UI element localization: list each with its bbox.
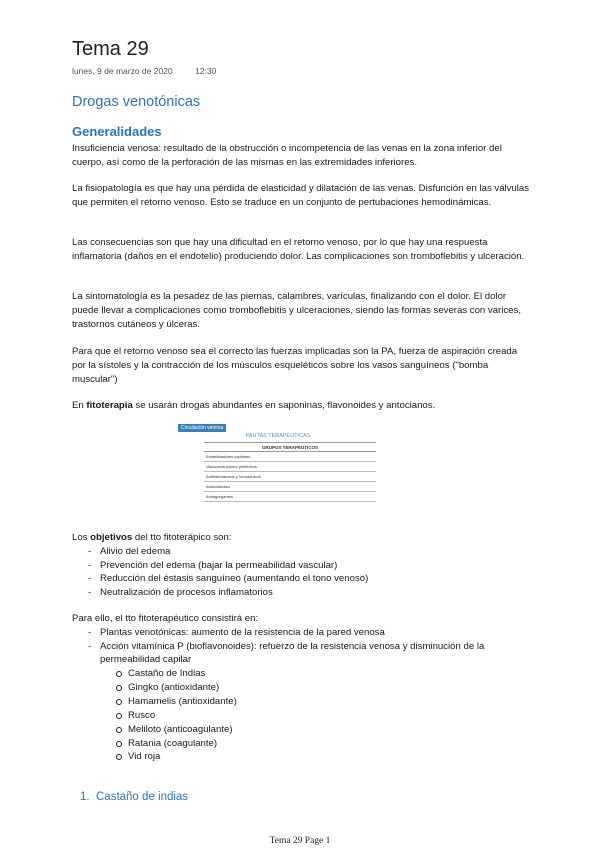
heading-drogas-venotonicas: Drogas venotónicas [72,94,201,110]
list-item: Castaño de Indias [116,667,416,681]
figure-table-row: Antiagregantes [204,492,376,502]
objetivos-list-wrap [86,545,526,599]
paragraph-fisiopatologia: La fisiopatología es que hay una pérdida de elasticidad y dilatación de las venas. Disfunción en las válvulas que permiten el retorno venoso. Esto se traduce en un conjunto de pertubaciones hemodinámicas. [72,183,530,209]
list-item: - Alivio del edema [86,545,526,559]
paragraph-tto-intro: Para ello, el tto fitoterapéutico consistirá en: [72,613,259,624]
objetivos-bold: objetivos [90,532,133,543]
list-item: - Plantas venotónicas: aumento de la resistencia de la pared venosa [86,626,516,640]
paragraph-objetivos: Los objetivos del tto fitoterápico son: [72,532,232,543]
section-number: 1. [80,791,90,803]
list-item: Rusco [116,709,416,723]
list-item: - Prevención del edema (bajar la permeabilidad vascular) [86,559,526,573]
plants-list-wrap [116,667,416,764]
paragraph-consecuencias: Las consecuencias son que hay una dificultad en el retorno venoso, por lo que hay una respuesta inflamatoria (daños en el endotelio) produciendo dolor. Las complicaciones son tromboflebitis y ulceración. [72,237,525,263]
section-title: Castaño de indias [96,791,189,803]
heading-generalidades: Generalidades [72,124,162,139]
plants-list [116,667,416,764]
page-footer: Tema 29 Page 1 [269,836,331,846]
page-time: 12:30 [195,66,217,76]
figure-tag: Circulación venosa [178,424,226,432]
tto-list-wrap [86,626,516,667]
list-item: - Acción vitamínica P (bioflavonoides): refuerzo de la resistencia venosa y disminución de la permeabilidad capilar [86,640,516,667]
figure-table-row: Vasoconstrictores periféricos [204,462,376,472]
fitoterapia-bold: fitoterapia [86,400,133,411]
list-item: Meliloto (anticoagulante) [116,723,416,737]
figure-title: PAUTAS TERAPÉUTICAS [245,433,311,439]
page-title: Tema 29 [72,38,149,60]
paragraph-sintomatologia: La sintomatología es la pesadez de las piernas, calambres, varículas, finalizando con el dolor. El dolor puede llevar a complicaciones como tromboflebitis y ulceraciones, siendo las formas severas con varices, trastornos cutáneos y úlceras. [72,291,521,331]
list-item: Gingko (antioxidante) [116,681,416,695]
list-item: Vid roja [116,750,416,764]
tto-list [86,626,516,667]
list-item: - Reducción del éstasis sanguíneo (aumentando el tono venoso) [86,572,526,586]
figure-table-row: Antiedematosos y Venotónicos [204,472,376,482]
paragraph-retorno-venoso: Para que el retorno venoso sea el correcto las fuerzas implicadas son la PA, fuerza de aspiración creada por la sístoles y la contracción de los músculos esqueléticos sobre los vasos sanguíneos ("bomba muscular") [72,346,518,386]
page-meta [72,66,216,76]
figure-table-header: GRUPOS TERAPÉUTICOS [204,443,376,452]
pautas-terapeuticas-figure [178,424,378,498]
list-item: - Neutralización de procesos inflamatorios [86,586,526,600]
figure-table-row: Antioxidantes [204,482,376,492]
objetivos-list [86,545,526,599]
figure-table [204,442,376,502]
page-date: lunes, 9 de marzo de 2020 [72,66,173,76]
list-item: Hamamelis (antioxidante) [116,695,416,709]
figure-table-row: Estabilizadores capilares [204,452,376,462]
paragraph-fitoterapia: En fitoterapia se usarán drogas abundantes en saponinas, flavonoides y antocianos. [72,400,436,411]
list-item: Ratania (coagulante) [116,737,416,751]
paragraph-insuficiencia: Insuficiencia venosa: resultado de la obstrucción o incompetencia de las venas en la zona inferior del cuerpo, así como de la perforación de las mismas en las extremidades inferiores. [72,143,502,169]
heading-castano-de-indias [80,791,188,803]
